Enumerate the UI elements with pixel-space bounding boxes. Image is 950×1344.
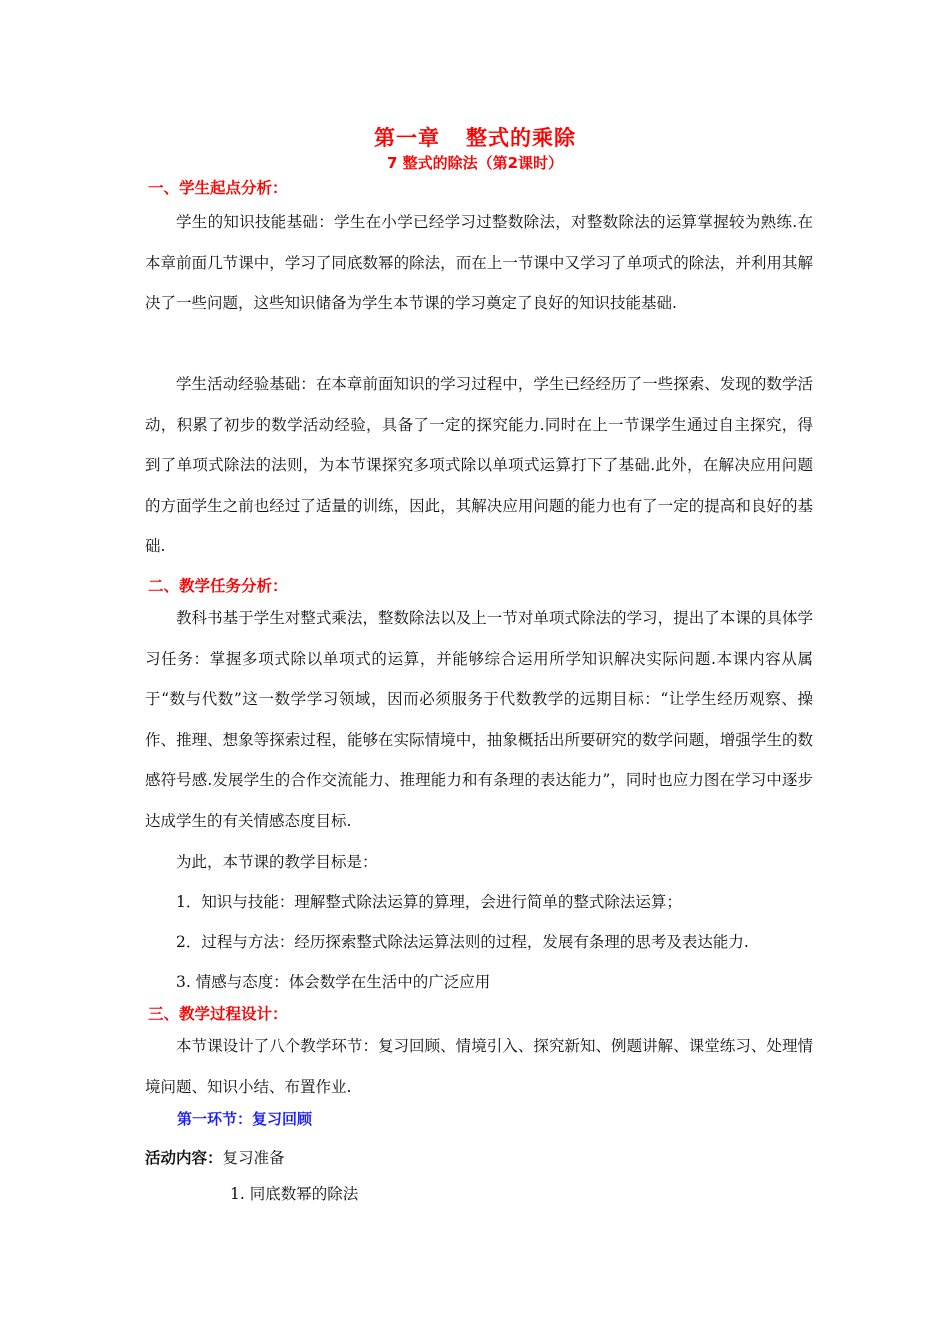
section2-paragraph-1: 教科书基于学生对整式乘法，整数除法以及上一节对单项式除法的学习，提出了本课的具体学习任务：掌握多项式除以单项式的运算，并能够综合运用所学知识解决实际问题.本课内容从属于“数与代数”这一数学学习领域，因而必须服务于代数教学的远期目标：“让学生经历观察、操作、推理、想象等探索过程，能够在实际情境中，抽象概括出所要研究的数学问题，增强学生的数感符号感.发展学生的合作交流能力、推理能力和有条理的表达能力”，同时也应力图在学习中逐步达成学生的有关情感态度目标.: [145, 609, 813, 830]
stage-1-heading: 第一环节：复习回顾: [177, 1110, 313, 1128]
activity-value: 复习准备: [222, 1149, 285, 1167]
section3-paragraph-1: 本节课设计了八个教学环节：复习回顾、情境引入、探究新知、例题讲解、课堂练习、处理情境问题、知识小结、布置作业.: [145, 1037, 813, 1096]
chapter-name: 整式的乘除: [466, 126, 576, 150]
section1-paragraph-2: 学生活动经验基础：在本章前面知识的学习过程中，学生已经经历了一些探索、发现的数学活动，积累了初步的数学活动经验，具备了一定的探究能力.同时在上一节课学生通过自主探究，得到了单项式除法的法则，为本节课探究多项式除以单项式运算打下了基础.此外，在解决应用问题的方面学生之前也经过了适量的训练，因此，其解决应用问题的能力也有了一定的提高和良好的基础.: [145, 375, 813, 555]
section-heading-3: 三、教学过程设计：: [148, 1005, 288, 1023]
goal-attitude: 3. 情感与态度：体会数学在生活中的广泛应用: [176, 973, 491, 991]
goals-intro: 为此，本节课的教学目标是：: [176, 853, 378, 871]
chapter-number: 第一章: [374, 126, 440, 150]
review-item-1: 1. 同底数幂的除法: [230, 1185, 359, 1203]
chapter-title: [0, 122, 950, 152]
activity-label: 活动内容：: [145, 1149, 223, 1167]
lesson-title: 7 整式的除法（第2课时）: [386, 154, 564, 172]
activity-content: [145, 1146, 285, 1168]
section-heading-1: 一、学生起点分析：: [148, 179, 288, 197]
section-heading-2: 二、教学任务分析：: [148, 577, 288, 595]
goal-process: 2．过程与方法：经历探索整式除法运算法则的过程，发展有条理的思考及表达能力.: [176, 933, 749, 951]
goal-knowledge: 1．知识与技能：理解整式除法运算的算理，会进行简单的整式除法运算；: [176, 893, 682, 911]
section1-paragraph-1: 学生的知识技能基础：学生在小学已经学习过整数除法，对整数除法的运算掌握较为熟练.在本章前面几节课中，学习了同底数幂的除法，而在上一节课中又学习了单项式的除法，并利用其解决了一些问题，这些知识储备为学生本节课的学习奠定了良好的知识技能基础.: [145, 213, 813, 312]
